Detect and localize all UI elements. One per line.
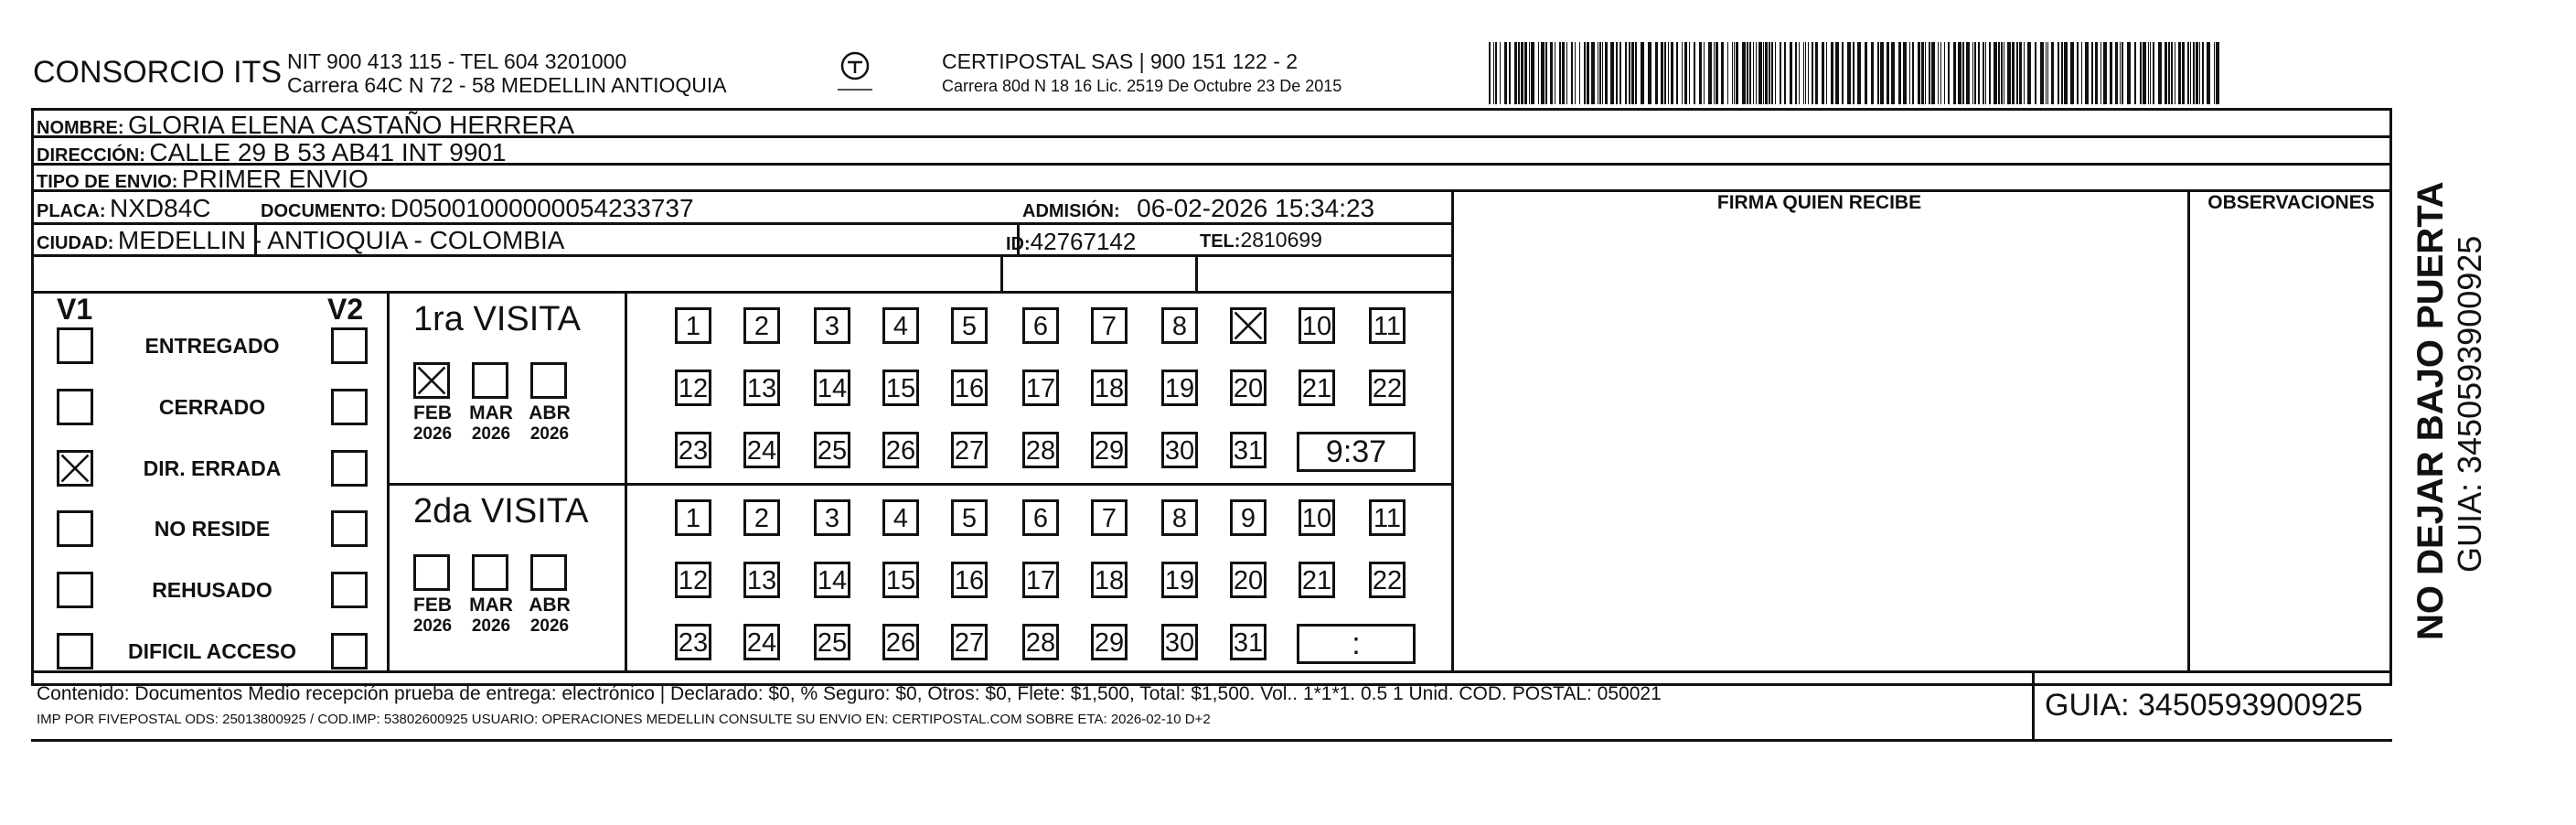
month-checkbox[interactable] bbox=[413, 554, 450, 591]
day-cell[interactable]: 17 bbox=[1022, 370, 1059, 406]
day-cell[interactable]: 19 bbox=[1161, 370, 1198, 406]
month-checkbox[interactable] bbox=[472, 554, 508, 591]
day-cell[interactable]: 20 bbox=[1230, 562, 1267, 598]
x-mark-icon bbox=[59, 453, 91, 484]
day-cell[interactable]: 14 bbox=[814, 562, 850, 598]
contenido-text: Contenido: Documentos Medio recepción prueba de entrega: electrónico | Declarado: $0, % Seguro: $0, Otros: $0, Flete: $1,500, Total: $1,500. Vol.. 1*1*1. 0.5 1 Unid. COD. POSTAL: 050021 bbox=[37, 683, 1662, 704]
certipostal-logo bbox=[823, 48, 887, 99]
month-label: FEB bbox=[413, 595, 452, 616]
year-label: 2026 bbox=[471, 616, 511, 636]
status-label: NO RESIDE bbox=[154, 517, 271, 541]
placa-label: PLACA: bbox=[37, 201, 106, 221]
day-cell[interactable]: 3 bbox=[814, 307, 850, 344]
year-label: 2026 bbox=[471, 424, 511, 444]
month-checkbox[interactable] bbox=[530, 362, 567, 399]
id-label: ID: bbox=[1006, 234, 1031, 254]
day-cell[interactable]: 15 bbox=[882, 370, 919, 406]
day-cell[interactable]: 4 bbox=[882, 307, 919, 344]
tipo-row bbox=[37, 165, 369, 194]
day-cell[interactable] bbox=[1230, 307, 1267, 344]
ciudad-row bbox=[37, 226, 564, 255]
day-cell[interactable]: 8 bbox=[1161, 499, 1198, 536]
admision-value: 06-02-2026 15:34:23 bbox=[1137, 194, 1375, 222]
documento-row bbox=[261, 194, 694, 223]
v2-checkbox[interactable] bbox=[331, 633, 368, 670]
v1-checkbox[interactable] bbox=[57, 633, 93, 670]
v2-checkbox[interactable] bbox=[331, 572, 368, 608]
day-cell[interactable]: 26 bbox=[882, 432, 919, 468]
day-cell[interactable]: 11 bbox=[1369, 499, 1406, 536]
day-cell[interactable]: 5 bbox=[951, 307, 988, 344]
nombre-label: NOMBRE: bbox=[37, 118, 124, 138]
day-cell[interactable]: 11 bbox=[1369, 307, 1406, 344]
day-cell[interactable]: 4 bbox=[882, 499, 919, 536]
day-cell[interactable]: 13 bbox=[743, 370, 780, 406]
placa-row bbox=[37, 194, 210, 223]
address-line: Carrera 64C N 72 - 58 MEDELLIN ANTIOQUIA bbox=[287, 73, 727, 97]
day-cell[interactable]: 17 bbox=[1022, 562, 1059, 598]
direccion-row bbox=[37, 138, 507, 167]
admision-row bbox=[1022, 194, 1374, 223]
status-label: CERRADO bbox=[158, 395, 266, 419]
day-cell[interactable]: 12 bbox=[675, 370, 711, 406]
day-cell[interactable]: 21 bbox=[1299, 562, 1335, 598]
v2-heading: V2 bbox=[327, 293, 364, 326]
v1-checkbox[interactable] bbox=[57, 450, 93, 487]
company-name: CONSORCIO ITS bbox=[33, 55, 283, 90]
day-cell[interactable]: 18 bbox=[1091, 562, 1128, 598]
day-cell[interactable]: 8 bbox=[1161, 307, 1198, 344]
month-label: MAR bbox=[469, 402, 513, 423]
day-cell[interactable]: 27 bbox=[951, 624, 988, 660]
v1-checkbox[interactable] bbox=[57, 572, 93, 608]
day-cell[interactable]: 28 bbox=[1022, 432, 1059, 468]
day-cell[interactable]: 25 bbox=[814, 624, 850, 660]
day-cell[interactable]: 16 bbox=[951, 562, 988, 598]
v1-checkbox[interactable] bbox=[57, 510, 93, 547]
ciudad-label: CIUDAD: bbox=[37, 233, 114, 253]
day-cell[interactable]: 7 bbox=[1091, 307, 1128, 344]
status-label: ENTREGADO bbox=[144, 334, 280, 358]
visit-time-box[interactable]: : bbox=[1297, 624, 1416, 664]
v1-checkbox[interactable] bbox=[57, 327, 93, 364]
day-cell[interactable]: 6 bbox=[1022, 307, 1059, 344]
day-cell[interactable]: 23 bbox=[675, 624, 711, 660]
day-cell[interactable]: 27 bbox=[951, 432, 988, 468]
v2-checkbox[interactable] bbox=[331, 510, 368, 547]
day-cell[interactable]: 31 bbox=[1230, 624, 1267, 660]
day-cell[interactable]: 3 bbox=[814, 499, 850, 536]
status-label: DIFICIL ACCESO bbox=[127, 639, 296, 663]
day-cell[interactable]: 5 bbox=[951, 499, 988, 536]
visit-time-box[interactable]: 9:37 bbox=[1297, 432, 1416, 472]
day-cell[interactable]: 29 bbox=[1091, 624, 1128, 660]
day-cell[interactable]: 12 bbox=[675, 562, 711, 598]
firma-heading: FIRMA QUIEN RECIBE bbox=[1716, 192, 1922, 213]
day-cell[interactable]: 30 bbox=[1161, 624, 1198, 660]
tel-row bbox=[1200, 228, 1322, 252]
year-label: 2026 bbox=[412, 424, 453, 444]
imp-text: IMP POR FIVEPOSTAL ODS: 25013800925 / COD.IMP: 53802600925 USUARIO: OPERACIONES MEDELLIN CONSULTE SU ENVIO EN: CERTIPOSTAL.COM SOBRE ETA: 2026-02-10 D+2 bbox=[37, 712, 1211, 727]
day-cell[interactable]: 22 bbox=[1369, 370, 1406, 406]
month-checkbox[interactable] bbox=[413, 362, 450, 399]
v2-checkbox[interactable] bbox=[331, 389, 368, 425]
month-checkbox[interactable] bbox=[530, 554, 567, 591]
admision-label: ADMISIÓN: bbox=[1022, 201, 1120, 221]
day-cell[interactable]: 1 bbox=[675, 499, 711, 536]
day-cell[interactable]: 29 bbox=[1091, 432, 1128, 468]
year-label: 2026 bbox=[412, 616, 453, 636]
placa-value: NXD84C bbox=[110, 194, 211, 222]
month-checkbox[interactable] bbox=[472, 362, 508, 399]
day-cell[interactable]: 20 bbox=[1230, 370, 1267, 406]
id-row bbox=[1006, 228, 1136, 256]
v2-checkbox[interactable] bbox=[331, 450, 368, 487]
nombre-value: GLORIA ELENA CASTAÑO HERRERA bbox=[128, 111, 575, 139]
v2-checkbox[interactable] bbox=[331, 327, 368, 364]
direccion-label: DIRECCIÓN: bbox=[37, 145, 145, 166]
day-cell[interactable]: 28 bbox=[1022, 624, 1059, 660]
documento-label: DOCUMENTO: bbox=[261, 201, 387, 221]
day-cell[interactable]: 16 bbox=[951, 370, 988, 406]
month-label: ABR bbox=[529, 402, 571, 423]
day-cell[interactable]: 22 bbox=[1369, 562, 1406, 598]
direccion-value: CALLE 29 B 53 AB41 INT 9901 bbox=[149, 138, 507, 166]
status-label: DIR. ERRADA bbox=[143, 456, 282, 480]
day-cell[interactable]: 2 bbox=[743, 499, 780, 536]
month-label: FEB bbox=[413, 402, 452, 423]
tel-label: TEL: bbox=[1200, 231, 1241, 252]
day-cell[interactable]: 31 bbox=[1230, 432, 1267, 468]
day-cell[interactable]: 26 bbox=[882, 624, 919, 660]
month-label: MAR bbox=[469, 595, 513, 616]
certipostal-line1: CERTIPOSTAL SAS | 900 151 122 - 2 bbox=[942, 49, 1299, 73]
v1-checkbox[interactable] bbox=[57, 389, 93, 425]
tipo-value: PRIMER ENVIO bbox=[181, 165, 369, 193]
footer-guia: GUIA: 3450593900925 bbox=[2045, 688, 2363, 723]
day-cell[interactable]: 13 bbox=[743, 562, 780, 598]
nombre-row bbox=[37, 111, 574, 140]
documento-value: D05001000000054233737 bbox=[390, 194, 694, 222]
day-cell[interactable]: 25 bbox=[814, 432, 850, 468]
day-cell[interactable]: 9 bbox=[1230, 499, 1267, 536]
side-warning: NO DEJAR BAJO PUERTA bbox=[2410, 181, 2451, 640]
status-label: REHUSADO bbox=[152, 578, 273, 602]
day-cell[interactable]: 30 bbox=[1161, 432, 1198, 468]
day-cell[interactable]: 24 bbox=[743, 624, 780, 660]
barcode bbox=[1489, 42, 2220, 104]
x-mark-icon bbox=[416, 365, 447, 396]
day-cell[interactable]: 18 bbox=[1091, 370, 1128, 406]
day-cell[interactable]: 23 bbox=[675, 432, 711, 468]
ciudad-value: MEDELLIN - ANTIOQUIA - COLOMBIA bbox=[117, 226, 565, 254]
id-value: 42767142 bbox=[1030, 228, 1137, 255]
day-cell[interactable]: 24 bbox=[743, 432, 780, 468]
v1-heading: V1 bbox=[57, 293, 93, 326]
observaciones-heading: OBSERVACIONES bbox=[2207, 192, 2375, 213]
day-cell[interactable]: 19 bbox=[1161, 562, 1198, 598]
day-cell[interactable]: 6 bbox=[1022, 499, 1059, 536]
visit-title: 2da VISITA bbox=[413, 492, 589, 530]
tel-value: 2810699 bbox=[1240, 228, 1322, 252]
tipo-label: TIPO DE ENVIO: bbox=[37, 172, 178, 192]
day-cell[interactable]: 1 bbox=[675, 307, 711, 344]
nit-line: NIT 900 413 115 - TEL 604 3201000 bbox=[287, 49, 627, 73]
certipostal-line2: Carrera 80d N 18 16 Lic. 2519 De Octubre 23 De 2015 bbox=[942, 77, 1342, 95]
day-cell[interactable]: 7 bbox=[1091, 499, 1128, 536]
certipostal-logo-icon bbox=[823, 48, 887, 99]
day-cell[interactable]: 2 bbox=[743, 307, 780, 344]
x-mark-icon bbox=[1233, 310, 1264, 341]
month-label: ABR bbox=[529, 595, 571, 616]
year-label: 2026 bbox=[529, 424, 570, 444]
day-cell[interactable]: 10 bbox=[1299, 307, 1335, 344]
day-cell[interactable]: 10 bbox=[1299, 499, 1335, 536]
visit-title: 1ra VISITA bbox=[413, 300, 582, 338]
day-cell[interactable]: 14 bbox=[814, 370, 850, 406]
day-cell[interactable]: 15 bbox=[882, 562, 919, 598]
year-label: 2026 bbox=[529, 616, 570, 636]
day-cell[interactable]: 21 bbox=[1299, 370, 1335, 406]
barcode-icon bbox=[1489, 42, 2220, 104]
side-guia: GUIA: 3450593900925 bbox=[2451, 235, 2488, 573]
